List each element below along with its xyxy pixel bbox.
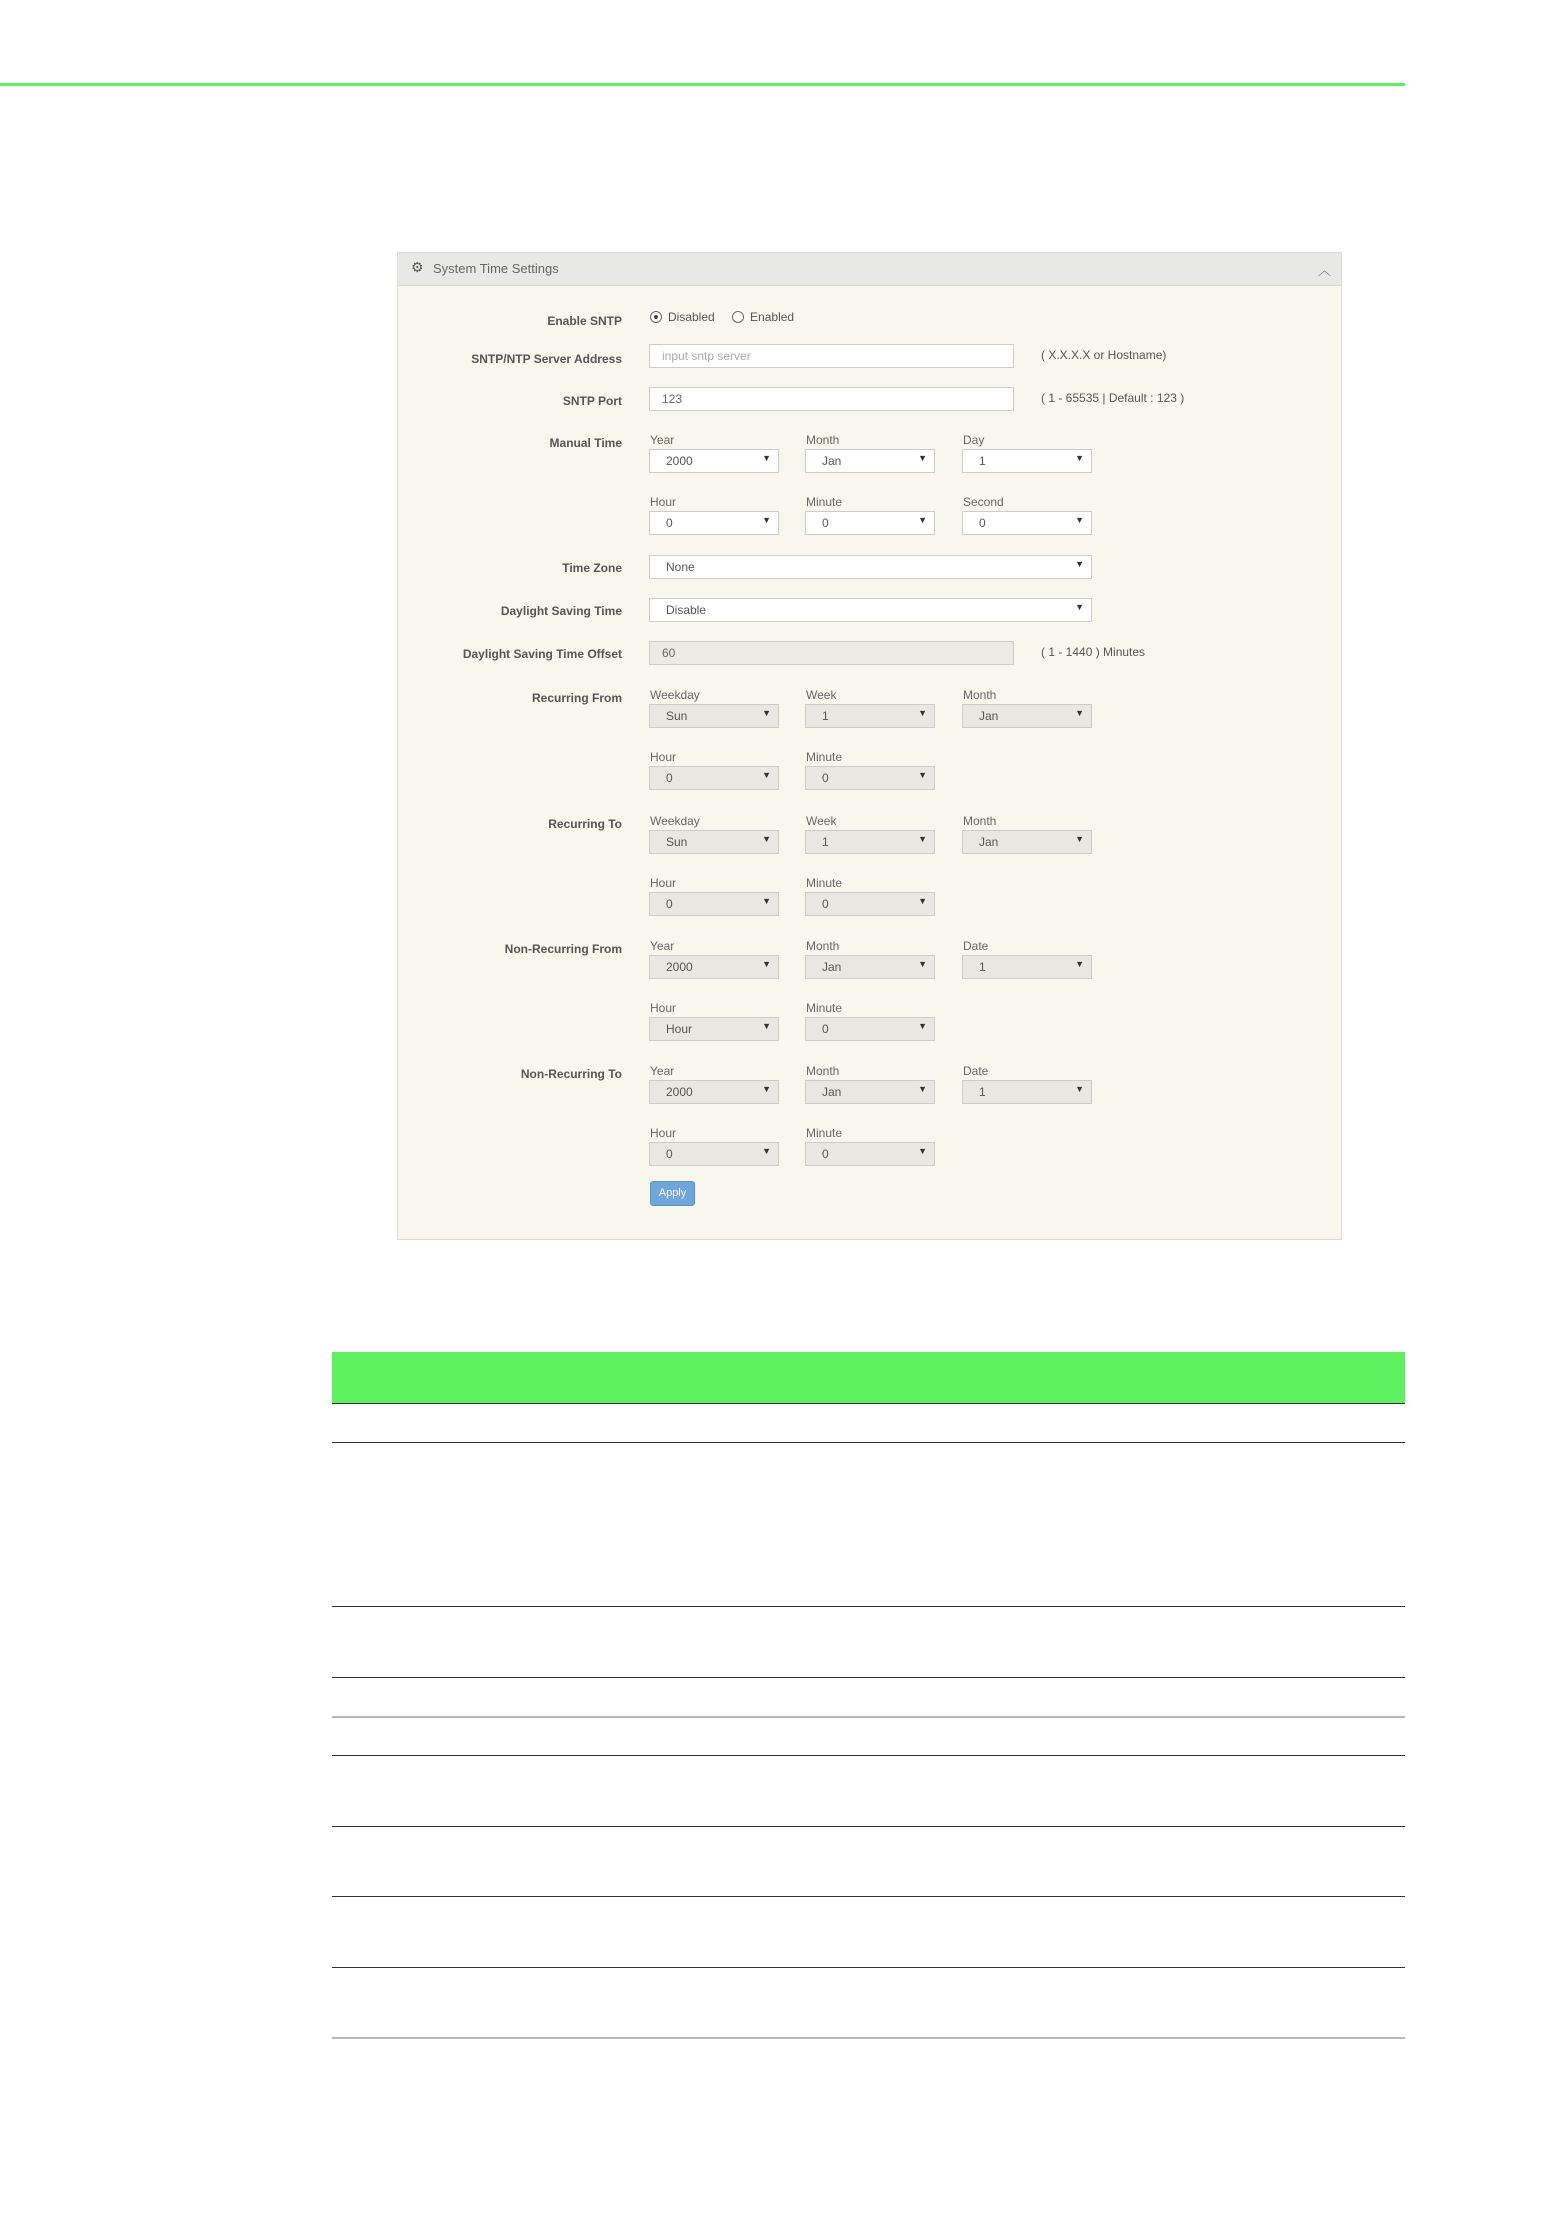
caret-down-icon: ▼	[762, 1146, 771, 1156]
server-address-placeholder: input sntp server	[662, 349, 751, 363]
manual-minute-label: Minute	[806, 495, 843, 509]
enable-sntp-radio-group	[650, 309, 808, 324]
table-rule	[332, 1716, 1405, 1718]
nrf-hour-value: Hour	[666, 1022, 693, 1036]
caret-down-icon: ▼	[918, 515, 927, 525]
nrf-year-label: Year	[650, 939, 675, 953]
system-time-settings-panel	[397, 252, 1342, 1240]
table-rule	[332, 1967, 1405, 1968]
table-rule	[332, 1403, 1405, 1404]
server-address-hint: ( X.X.X.X or Hostname)	[1041, 348, 1167, 362]
caret-down-icon: ▼	[1075, 834, 1084, 844]
chevron-up-icon[interactable]: ︿	[1317, 263, 1331, 278]
caret-down-icon: ▼	[762, 515, 771, 525]
table-header-bar	[332, 1352, 1405, 1404]
nrt-year-label: Year	[650, 1064, 675, 1078]
sntp-port-input[interactable]: 123	[649, 387, 1014, 411]
caret-down-icon: ▼	[762, 834, 771, 844]
table-rule	[332, 1606, 1405, 1607]
manual-month-select[interactable]	[805, 449, 935, 473]
nrt-month-label: Month	[806, 1064, 840, 1078]
manual-time-label: Manual Time	[549, 436, 622, 450]
server-address-label: SNTP/NTP Server Address	[471, 352, 622, 366]
rf-week-value: 1	[822, 709, 829, 723]
caret-down-icon: ▼	[762, 453, 771, 463]
nrt-hour-select[interactable]	[649, 1142, 779, 1166]
manual-hour-value: 0	[666, 516, 673, 530]
time-zone-label: Time Zone	[562, 561, 622, 575]
rt-minute-value: 0	[822, 897, 829, 911]
nrt-year-value: 2000	[666, 1085, 693, 1099]
rt-weekday-select[interactable]	[649, 830, 779, 854]
nrf-minute-select[interactable]	[805, 1017, 935, 1041]
caret-down-icon: ▼	[1075, 559, 1084, 569]
manual-day-value: 1	[979, 454, 986, 468]
rf-month-value: Jan	[979, 709, 999, 723]
nrt-date-value: 1	[979, 1085, 986, 1099]
dst-select[interactable]	[649, 598, 1092, 622]
caret-down-icon: ▼	[1075, 959, 1084, 969]
nrf-month-label: Month	[806, 939, 840, 953]
non-recurring-to-label: Non-Recurring To	[520, 1067, 622, 1081]
manual-minute-select[interactable]	[805, 511, 935, 535]
rt-minute-label: Minute	[806, 876, 843, 890]
nrt-hour-value: 0	[666, 1147, 673, 1161]
radio-disabled-label: Disabled	[668, 309, 715, 324]
caret-down-icon: ▼	[762, 959, 771, 969]
rf-month-label: Month	[963, 688, 997, 702]
manual-year-value: 2000	[666, 454, 693, 468]
nrt-year-select[interactable]	[649, 1080, 779, 1104]
caret-down-icon: ▼	[918, 834, 927, 844]
rf-hour-value: 0	[666, 771, 673, 785]
recurring-from-label: Recurring From	[531, 691, 622, 705]
rf-month-select[interactable]	[962, 704, 1092, 728]
nrf-month-select[interactable]	[805, 955, 935, 979]
top-rule	[0, 83, 1405, 86]
rf-weekday-label: Weekday	[650, 688, 700, 702]
manual-month-label: Month	[806, 433, 840, 447]
rt-hour-label: Hour	[650, 876, 677, 890]
nrt-minute-label: Minute	[806, 1126, 843, 1140]
table-rule	[332, 1755, 1405, 1756]
manual-year-select[interactable]	[649, 449, 779, 473]
caret-down-icon: ▼	[918, 1084, 927, 1094]
dst-value: Disable	[666, 603, 707, 617]
rf-hour-label: Hour	[650, 750, 677, 764]
nrf-minute-label: Minute	[806, 1001, 843, 1015]
non-recurring-from-label: Non-Recurring From	[504, 942, 622, 956]
manual-hour-select[interactable]	[649, 511, 779, 535]
caret-down-icon: ▼	[762, 896, 771, 906]
rf-weekday-select[interactable]	[649, 704, 779, 728]
nrt-month-value: Jan	[822, 1085, 842, 1099]
manual-month-value: Jan	[822, 454, 842, 468]
panel-title: System Time Settings	[433, 261, 559, 276]
dst-label: Daylight Saving Time	[500, 604, 622, 618]
caret-down-icon: ▼	[762, 708, 771, 718]
dst-offset-hint: ( 1 - 1440 ) Minutes	[1041, 645, 1146, 659]
nrt-minute-select[interactable]	[805, 1142, 935, 1166]
nrt-hour-label: Hour	[650, 1126, 677, 1140]
nrt-date-label: Date	[963, 1064, 989, 1078]
caret-down-icon: ▼	[918, 708, 927, 718]
rt-hour-value: 0	[666, 897, 673, 911]
caret-down-icon: ▼	[1075, 515, 1084, 525]
caret-down-icon: ▼	[1075, 602, 1084, 612]
sntp-port-label: SNTP Port	[562, 394, 622, 408]
gear-icon: ⚙	[411, 259, 424, 275]
caret-down-icon: ▼	[918, 896, 927, 906]
server-address-input[interactable]	[649, 344, 1014, 368]
table-rule	[332, 2037, 1405, 2039]
manual-second-label: Second	[963, 495, 1004, 509]
rt-week-select[interactable]	[805, 830, 935, 854]
table-rule	[332, 1677, 1405, 1678]
rt-month-label: Month	[963, 814, 997, 828]
caret-down-icon: ▼	[918, 959, 927, 969]
nrt-month-select[interactable]	[805, 1080, 935, 1104]
caret-down-icon: ▼	[1075, 708, 1084, 718]
manual-minute-value: 0	[822, 516, 829, 530]
caret-down-icon: ▼	[762, 1021, 771, 1031]
manual-hour-label: Hour	[650, 495, 677, 509]
manual-second-value: 0	[979, 516, 986, 530]
dst-offset-input[interactable]: 60	[649, 641, 1014, 665]
sntp-port-hint: ( 1 - 65535 | Default : 123 )	[1041, 391, 1185, 405]
manual-year-label: Year	[650, 433, 675, 447]
apply-button[interactable]: Apply	[650, 1181, 695, 1206]
caret-down-icon: ▼	[762, 1084, 771, 1094]
recurring-to-label: Recurring To	[548, 817, 622, 831]
table-rule	[332, 1896, 1405, 1897]
caret-down-icon: ▼	[1075, 1084, 1084, 1094]
time-zone-value: None	[666, 560, 695, 574]
rt-hour-select[interactable]	[649, 892, 779, 916]
rf-minute-value: 0	[822, 771, 829, 785]
nrf-hour-select[interactable]	[649, 1017, 779, 1041]
caret-down-icon: ▼	[918, 453, 927, 463]
rt-minute-select[interactable]	[805, 892, 935, 916]
nrf-date-label: Date	[963, 939, 989, 953]
caret-down-icon: ▼	[1075, 453, 1084, 463]
nrf-hour-label: Hour	[650, 1001, 677, 1015]
rt-week-value: 1	[822, 835, 829, 849]
nrf-date-select[interactable]	[962, 955, 1092, 979]
nrf-year-select[interactable]	[649, 955, 779, 979]
nrf-year-value: 2000	[666, 960, 693, 974]
rt-week-label: Week	[806, 814, 837, 828]
table-rule	[332, 1826, 1405, 1827]
caret-down-icon: ▼	[918, 1021, 927, 1031]
time-zone-select[interactable]	[649, 555, 1092, 579]
rt-weekday-value: Sun	[666, 835, 688, 849]
nrf-date-value: 1	[979, 960, 986, 974]
caret-down-icon: ▼	[762, 770, 771, 780]
rf-minute-select[interactable]	[805, 766, 935, 790]
radio-enabled[interactable]	[732, 311, 744, 323]
nrf-minute-value: 0	[822, 1022, 829, 1036]
rf-hour-select[interactable]	[649, 766, 779, 790]
rf-week-select[interactable]	[805, 704, 935, 728]
caret-down-icon: ▼	[918, 1146, 927, 1156]
radio-enabled-label: Enabled	[750, 309, 795, 324]
rt-month-value: Jan	[979, 835, 999, 849]
manual-second-select[interactable]	[962, 511, 1092, 535]
rt-month-select[interactable]	[962, 830, 1092, 854]
table-rule	[332, 1442, 1405, 1443]
rf-weekday-value: Sun	[666, 709, 688, 723]
panel-header	[398, 253, 1341, 286]
caret-down-icon: ▼	[918, 770, 927, 780]
dst-offset-label: Daylight Saving Time Offset	[462, 647, 622, 661]
radio-disabled[interactable]	[650, 311, 662, 323]
manual-day-label: Day	[963, 433, 985, 447]
enable-sntp-label: Enable SNTP	[547, 314, 622, 328]
nrt-date-select[interactable]	[962, 1080, 1092, 1104]
rt-weekday-label: Weekday	[650, 814, 700, 828]
nrt-minute-value: 0	[822, 1147, 829, 1161]
rf-week-label: Week	[806, 688, 837, 702]
nrf-month-value: Jan	[822, 960, 842, 974]
manual-day-select[interactable]	[962, 449, 1092, 473]
rf-minute-label: Minute	[806, 750, 843, 764]
